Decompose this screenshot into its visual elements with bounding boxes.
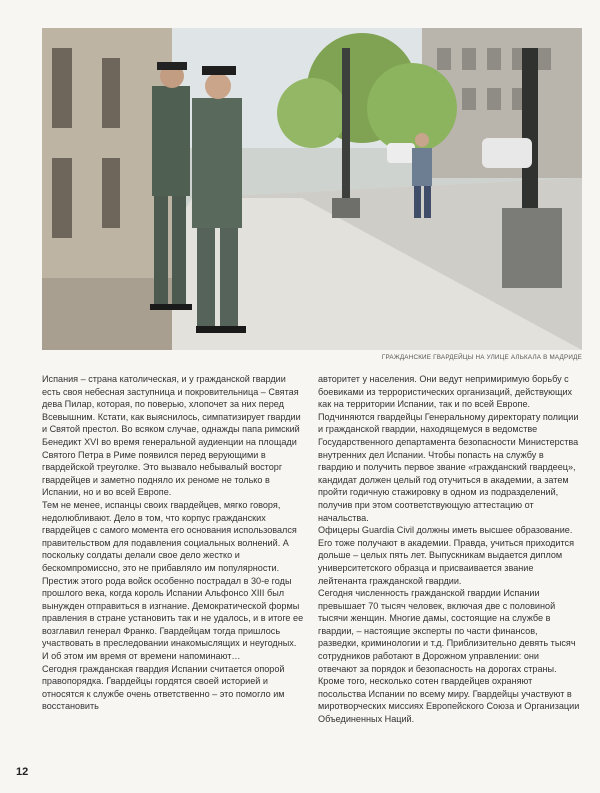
paragraph: Сегодня численность гражданской гвардии Испании превышает 70 тысяч человек, включая две с половиной тысячи женщин. Многие дамы, состоящие на службе в гвардии, – настоящие эксперты по части финансов, разведки, криминологии и т.д. Приблизительно девять тысяч сотрудников работают в Дорожном управлении: они отвечают за порядок и безопасность на дорогах страны. Кроме того, несколько сотен гвардейцев охраняют посольства Испании по всему миру. Гвардейцы участвуют в миротворческих миссиях Европейского Союза и Организации Объединенных Наций. bbox=[318, 588, 580, 725]
paragraph: Сегодня гражданская гвардия Испании считается опорой правопорядка. Гвардейцы гордятся своей историей и относятся к службе очень ответственно – это помогло им восстановить bbox=[42, 663, 285, 712]
paragraph: авторитет у населения. Они ведут непримиримую борьбу с боевиками из террористических организаций, действующих как на территории Испании, так и по всей Европе. Подчиняются гвардейцы Генеральному директорату полиции и гражданской гвардии, находящемуся в ведомстве Государственного департамента безопасности Министерства внутренних дел Испании. Чтобы попасть на службу в гвардию и получить первое звание «гражданский гвардеец», кандидат должен целый год отучиться в академии, а затем пройти годичную стажировку в одном из подразделений, получив при этом соответствующую аттестацию от начальства. bbox=[318, 374, 579, 523]
page-number: 12 bbox=[16, 766, 29, 778]
left-text-column bbox=[42, 373, 304, 713]
right-text-column bbox=[318, 373, 580, 726]
photo-caption: ГРАЖДАНСКИЕ ГВАРДЕЙЦЫ НА УЛИЦЕ АЛЬКАЛА В МАДРИДЕ bbox=[381, 354, 582, 361]
street-photo bbox=[42, 28, 582, 350]
paragraph: Испания – страна католическая, и у гражданской гвардии есть своя небесная заступница и покровительница – Святая дева Пилар, которая, по поверью, хлопочет за них перед Всевышним. Кстати, как выяснилось, симпатизирует гвардии и Святой престол. Во всяком случае, однажды папа римский Бенедикт XVI во время генеральной аудиенции на площади Святого Петра в Риме появился перед верующими в гвардейской треуголке. Это вызвало небывалый восторг гвардейцев и заметно подняло их реноме не только в Испании, но и во всей Европе. bbox=[42, 374, 301, 498]
paragraph: Престиж этого рода войск особенно пострадал в 30-е годы прошлого века, когда король Испании Альфонсо XIII был вынужден отправиться в изгнание. Демократической формы правления в стране установить так и не удалось, и в итоге ее возглавил генерал Франко. Гвардейцам тогда пришлось участвовать в преследовании инакомыслящих и неугодных. И об этом им время от времени напоминают… bbox=[42, 575, 304, 662]
paragraph: Офицеры Guardia Civil должны иметь высшее образование. Его тоже получают в академии. Правда, учиться приходится дольше – целых пять лет. Выпускникам выдается диплом университетского образца и присваивается звание лейтенанта гражданской гвардии. bbox=[318, 525, 575, 586]
paragraph: Тем не менее, испанцы своих гвардейцев, мягко говоря, недолюбливают. Дело в том, что корпус гражданских гвардейцев с самого момента его основания использовался правительством для подавления социальных волнений. А поскольку солдаты делали свое дело жестко и бескомпромиссно, это не прибавляло им популярности. bbox=[42, 499, 297, 573]
street-scene-illustration bbox=[42, 28, 582, 350]
